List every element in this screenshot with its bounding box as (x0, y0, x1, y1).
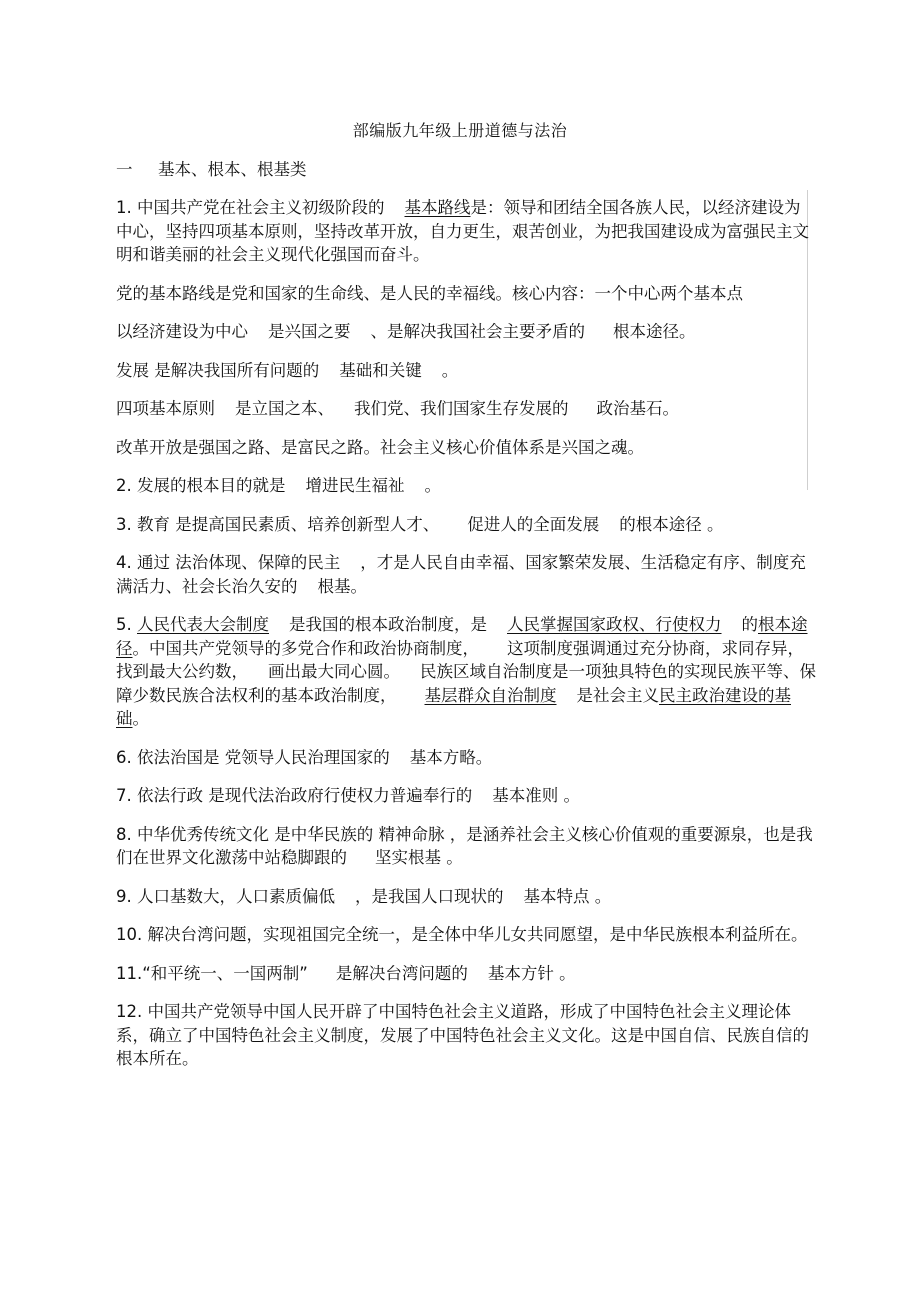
paragraph-14: 9. 人口基数大，人口素质偏低 ，是我国人口现状的 基本特点 。 (116, 886, 612, 906)
content-body (116, 196, 816, 1086)
paragraph-10: 5. 人民代表大会制度 是我国的根本政治制度，是 人民掌握国家政权、行使权力 的根本途径。中国共产党领导的多党合作和政治协商制度， 这项制度强调通过充分协商，求同存异，找到最大公约数， 画出最大同心圆。 民族区域自治制度是一项独具特色的实现民族平等、保障少数民族合法权利的基本政治制度， 基层群众自治制度 是社会主义民主政治建设的基础。 (116, 615, 816, 728)
paragraph-12: 7. 依法行政 是现代法治政府行使权力普遍奉行的 基本准则 。 (116, 786, 580, 805)
paragraph-16: 11.“和平统一、一国两制” 是解决台湾问题的 基本方针 。 (116, 963, 576, 983)
underlined-term: 民主政治建设的基础 (116, 685, 791, 728)
underlined-term: 人民代表大会制度 (137, 615, 269, 634)
paragraph-17: 12. 中国共产党领导中国人民开辟了中国特色社会主义道路，形成了中国特色社会主义理论体系，确立了中国特色社会主义制度，发展了中国特色社会主义文化。这是中国自信、民族自信的根本所在。 (116, 1002, 809, 1068)
section-label: 基本、根本、根基类 (158, 160, 307, 179)
page-title: 部编版九年级上册道德与法治 (352, 121, 568, 140)
paragraph-13: 8. 中华优秀传统文化 是中华民族的 精神命脉 ，是涵养社会主义核心价值观的重要源泉，也是我们在世界文化激荡中站稳脚跟的 坚实根基 。 (116, 824, 813, 867)
section-number: 一 (116, 160, 133, 179)
underlined-term: 基本路线 (404, 198, 471, 217)
section-heading (116, 156, 307, 180)
paragraph-2: 党的基本路线是党和国家的生命线、是人民的幸福线。核心内容：一个中心两个基本点 (116, 283, 743, 303)
paragraph-8: 3. 教育 是提高国民素质、培养创新型人才、 促进人的全面发展 的根本途径 。 (116, 514, 724, 534)
paragraph-7: 2. 发展的根本目的就是 增进民生福祉 。 (116, 476, 441, 495)
underlined-term: 人民掌握国家政权、行使权力 (507, 615, 722, 634)
paragraph-11: 6. 依法治国是 党领导人民治理国家的 基本方略。 (116, 747, 493, 767)
underlined-term: 基层群众自治制度 (424, 685, 557, 705)
paragraph-9: 4. 通过 法治体现、保障的民主 ，才是人民自由幸福、国家繁荣发展、生活稳定有序、制度充满活力、社会长治久安的 根基。 (116, 553, 806, 596)
paragraph-5: 四项基本原则 是立国之本、 我们党、我们国家生存发展的 政治基石。 (116, 399, 679, 418)
underlined-term: 根本途径 (116, 615, 808, 658)
paragraph-15: 10. 解决台湾问题，实现祖国完全统一，是全体中华儿女共同愿望，是中华民族根本利益所在。 (116, 925, 808, 944)
paragraph-4: 发展 是解决我国所有问题的 基础和关键 。 (116, 360, 459, 380)
paragraph-6: 改革开放是强国之路、是富民之路。社会主义核心价值体系是兴国之魂。 (116, 437, 644, 457)
paragraph-3: 以经济建设为中心 是兴国之要 、是解决我国社会主要矛盾的 根本途径。 (116, 322, 696, 341)
paragraph-1: 1. 中国共产党在社会主义初级阶段的 基本路线是：领导和团结全国各族人民，以经济建设为中心，坚持四项基本原则，坚持改革开放，自力更生，艰苦创业，为把我国建设成为富强民主文明和谐美丽的社会主义现代化强国而奋斗。 (116, 198, 809, 264)
